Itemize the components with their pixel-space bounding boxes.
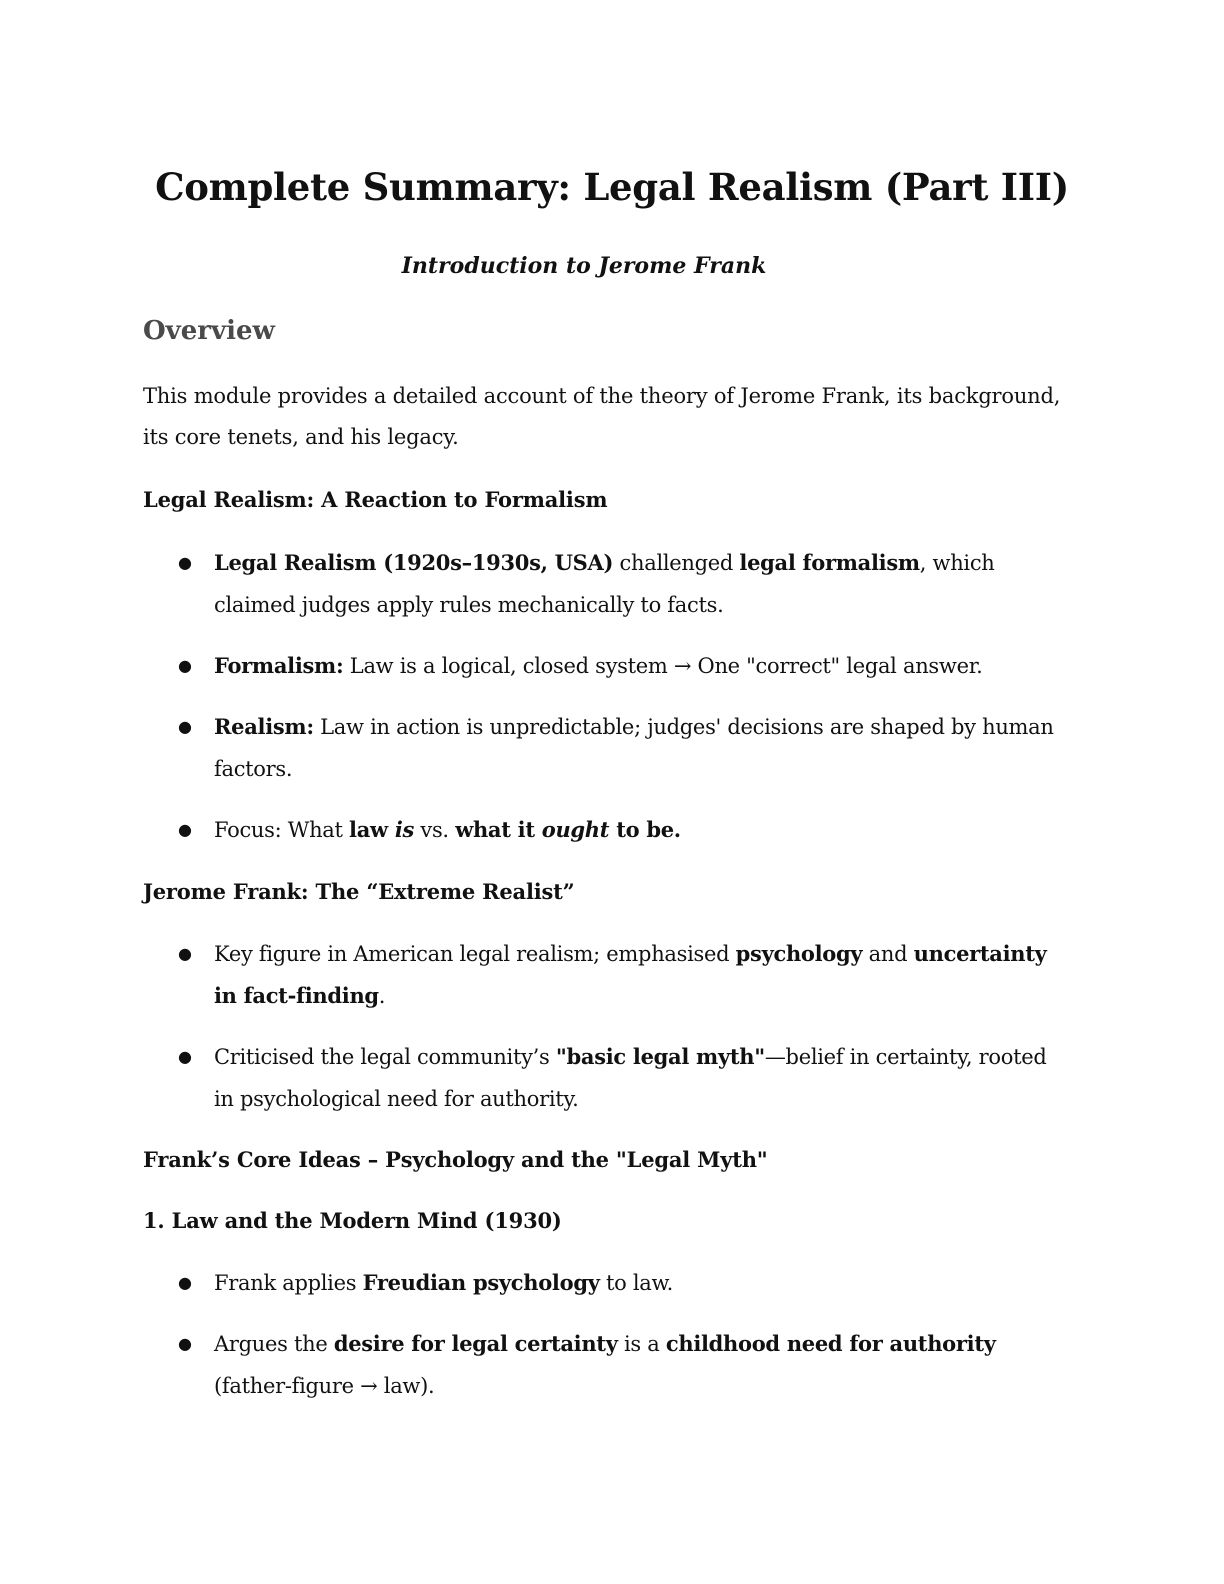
emphasis: law	[349, 817, 395, 842]
list-item	[178, 645, 1058, 687]
section-heading-legal-realism: Legal Realism: A Reaction to Formalism	[143, 487, 608, 512]
emphasis-italic: is	[394, 817, 415, 842]
text-run: —belief in certainty, rooted in psychological need for authority.	[214, 1045, 1047, 1111]
text-run: Law in action is unpredictable; judges' decisions are shaped by human factors.	[214, 715, 1054, 781]
emphasis: uncertainty in fact-finding	[214, 941, 1047, 1008]
text-run: is a	[617, 1332, 666, 1356]
list-item-text	[214, 1323, 1058, 1407]
text-run: to law.	[599, 1271, 674, 1295]
list-item-text	[214, 645, 1058, 687]
bullet-icon: ●	[178, 717, 192, 736]
bullet-icon: ●	[178, 553, 192, 572]
text-run: Criticised the legal community’s	[214, 1045, 556, 1069]
text-run: Key figure in American legal realism; emphasised	[214, 942, 736, 966]
page-title: Complete Summary: Legal Realism (Part III)	[155, 165, 1069, 209]
overview-paragraph: This module provides a detailed account of the theory of Jerome Frank, its background, its core tenets, and his legacy.	[143, 384, 1061, 449]
emphasis: Legal Realism (1920s–1930s, USA)	[214, 550, 614, 575]
emphasis: "basic legal myth"	[555, 1044, 765, 1069]
emphasis: legal formalism	[739, 550, 920, 575]
list-item	[178, 809, 1058, 851]
text-run: Law is a logical, closed system → One "correct" legal answer.	[343, 654, 983, 678]
text-run: challenged	[613, 551, 740, 575]
list-item	[178, 706, 1058, 790]
list-item-text	[214, 809, 1058, 851]
bullet-icon: ●	[178, 820, 192, 839]
list-item	[178, 1036, 1058, 1120]
bullet-icon: ●	[178, 1273, 192, 1292]
list-item	[178, 1323, 1058, 1407]
text-run: Focus: What	[214, 818, 350, 842]
section-heading-core-ideas: Frank’s Core Ideas – Psychology and the "Legal Myth"	[143, 1147, 768, 1172]
section-heading-jerome-frank: Jerome Frank: The “Extreme Realist”	[143, 879, 575, 904]
overview-heading: Overview	[143, 316, 275, 346]
emphasis: Freudian psychology	[362, 1270, 600, 1295]
bullet-icon: ●	[178, 1047, 192, 1066]
list-item	[178, 1262, 1058, 1304]
text-run: Frank applies	[214, 1271, 363, 1295]
list-item-text	[214, 542, 1058, 626]
list-item	[178, 542, 1058, 626]
emphasis: what it	[455, 817, 542, 842]
text-run: vs.	[414, 818, 456, 842]
text-run: (father-figure → law).	[214, 1374, 435, 1398]
bullet-icon: ●	[178, 1334, 192, 1353]
subsection-heading-law-modern-mind: 1. Law and the Modern Mind (1930)	[143, 1208, 562, 1233]
emphasis: Formalism:	[214, 653, 344, 678]
list-item-text	[214, 706, 1058, 790]
list-item-text	[214, 1036, 1058, 1120]
emphasis: psychology	[735, 941, 863, 966]
text-run: Argues the	[214, 1332, 334, 1356]
emphasis: childhood need for authority	[665, 1331, 996, 1356]
list-item-text	[214, 933, 1058, 1017]
emphasis: desire for legal certainty	[333, 1331, 618, 1356]
emphasis: to be.	[609, 817, 681, 842]
text-run: .	[378, 984, 386, 1008]
text-run: and	[862, 942, 914, 966]
list-item	[178, 933, 1058, 1017]
emphasis: Realism:	[214, 714, 314, 739]
bullet-icon: ●	[178, 944, 192, 963]
emphasis-italic: ought	[541, 817, 610, 842]
text-run: , which claimed judges apply rules mechanically to facts.	[214, 551, 995, 617]
bullet-icon: ●	[178, 656, 192, 675]
list-item-text	[214, 1262, 1058, 1304]
page-subtitle: Introduction to Jerome Frank	[401, 253, 767, 279]
